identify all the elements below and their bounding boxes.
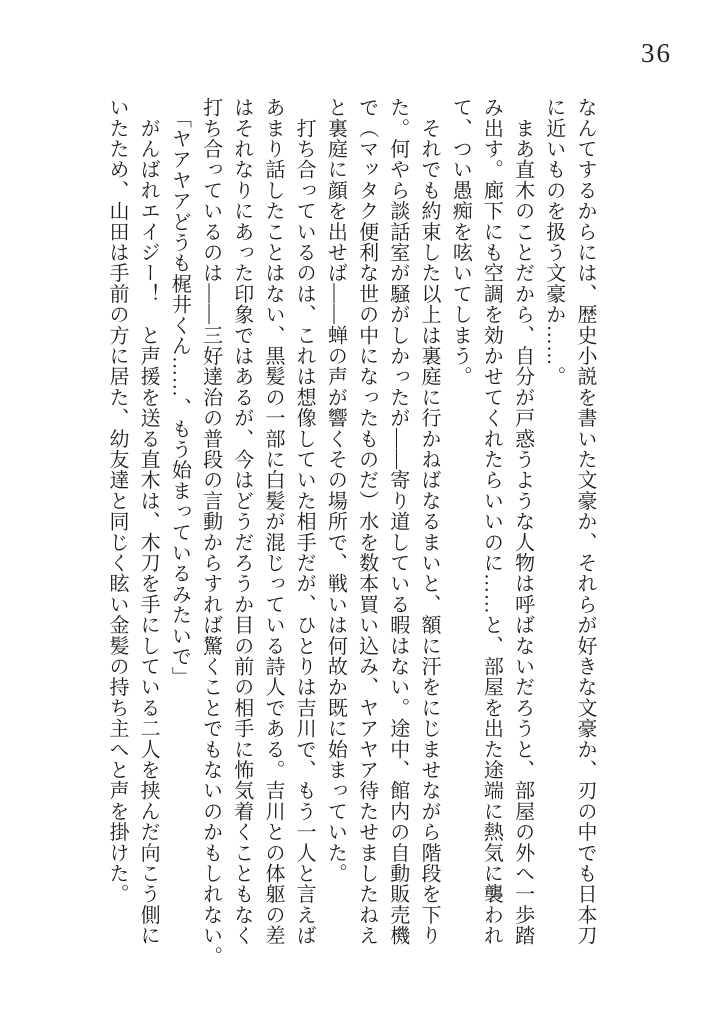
text-line: に近いものを扱う文豪か……。: [542, 97, 565, 387]
text-line: いたため、山田は手前の方に居た、幼友達と同じく眩い金髪の持ち主へと声を掛けた。: [105, 97, 128, 905]
page-number: 36: [641, 38, 672, 68]
text-line: がんばれエイジー！ と声援を送る直木は、木刀を手にしている二人を挟んだ向こう側に: [137, 97, 160, 946]
text-line: み出す。廊下にも空調を効かせてくれたらいいのに……と、部屋を出た途端に熱気に襲われ: [480, 97, 503, 946]
text-line: て、つい愚痴を呟いてしまう。: [449, 97, 472, 387]
text-line: た。何やら談話室が騒がしかったが――寄り道している暇はない。途中、館内の自動販売機: [386, 97, 409, 946]
text-line: まあ直木のことだから、自分が戸惑うような人物は呼ばないだろうと、部屋の外へ一歩踏: [511, 97, 534, 946]
text-line: それでも約束した以上は裏庭に行かねばなるまいと、額に汗をにじませながら階段を下り: [417, 97, 440, 946]
text-line: と裏庭に顔を出せば――蝉の声が響くその場所で、戦いは何故か既に始まっていた。: [324, 97, 347, 884]
text-line: 「ヤアヤアどうも梶井くん……、もう始まっているみたいで」: [168, 97, 191, 688]
text-line: 打ち合っているのは、これは想像していた相手だが、ひとりは吉川で、もう一人と言えば: [293, 97, 316, 946]
text-line: あまり話したことはない、黒髪の一部に白髪が混じっている詩人である。吉川との体躯の差: [261, 97, 284, 946]
text-line: なんてするからには、歴史小説を書いた文豪か、それらが好きな文豪か、刃の中でも日本刀: [574, 97, 596, 946]
text-line: 打ち合っているのは――三好達治の普段の言動からすれば驚くことでもないのかもしれない。: [199, 97, 222, 967]
text-line: はそれなりにあった印象ではあるが、今はどうだろうか目の前の相手に怖気着くこともなく: [230, 97, 253, 946]
body-text: [101, 97, 600, 972]
text-line: で（マッタク便利な世の中になったものだ）水を数本買い込み、ヤアヤア待たせましたねえ: [355, 97, 378, 946]
